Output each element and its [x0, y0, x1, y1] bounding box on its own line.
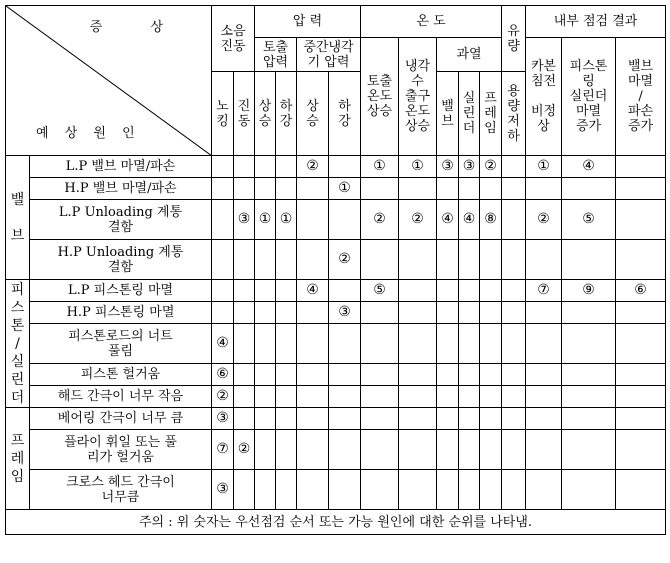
cause-cell: 해드 간극이 너무 작음 [30, 386, 212, 408]
group-label: 피 스 톤 / 실 린 더 [6, 280, 30, 408]
table-row [6, 386, 666, 408]
rank-cell [399, 386, 437, 408]
rank-cell [616, 324, 666, 364]
header-frame-sub: 프 레 임 [480, 72, 502, 156]
rank-cell [361, 470, 399, 510]
rank-cell [276, 178, 297, 200]
rank-cell [297, 324, 329, 364]
rank-cell: ⑦ [212, 430, 234, 470]
rank-cell [276, 364, 297, 386]
rank-cell [276, 280, 297, 302]
rank-cell [437, 470, 459, 510]
header-symptom: 증 상 [89, 20, 185, 35]
table-row [6, 178, 666, 200]
rank-cell [459, 408, 480, 430]
table-row [6, 408, 666, 430]
troubleshooting-table [5, 5, 666, 535]
header-temperature: 온 도 [361, 6, 502, 38]
rank-cell [480, 430, 502, 470]
rank-cell: ① [526, 156, 562, 178]
table-row [6, 470, 666, 510]
rank-cell [616, 470, 666, 510]
rank-cell [276, 470, 297, 510]
rank-cell [361, 240, 399, 280]
rank-cell [276, 408, 297, 430]
header-discharge-pressure: 토출 압력 [255, 38, 297, 72]
rank-cell [276, 156, 297, 178]
table-row [6, 200, 666, 240]
rank-cell [502, 408, 526, 430]
rank-cell [361, 302, 399, 324]
rank-cell [255, 430, 276, 470]
rank-cell: ⑦ [526, 280, 562, 302]
rank-cell [255, 470, 276, 510]
rank-cell [234, 386, 255, 408]
rank-cell [562, 240, 616, 280]
rank-cell [399, 178, 437, 200]
group-label: 밸 브 [6, 156, 30, 280]
cause-cell: L.P 피스톤링 마멸 [30, 280, 212, 302]
rank-cell [212, 280, 234, 302]
table-row [6, 364, 666, 386]
rank-cell: ① [361, 156, 399, 178]
cause-cell: 베어링 간극이 너무 큼 [30, 408, 212, 430]
rank-cell [459, 178, 480, 200]
rank-cell [329, 364, 361, 386]
rank-cell [329, 156, 361, 178]
rank-cell [480, 470, 502, 510]
rank-cell [480, 364, 502, 386]
rank-cell [361, 408, 399, 430]
rank-cell [212, 200, 234, 240]
rank-cell [255, 324, 276, 364]
rank-cell [297, 178, 329, 200]
rank-cell [437, 240, 459, 280]
header-discharge-temp: 토출 온도 상승 [361, 38, 399, 156]
cause-cell: H.P 밸브 마멸/파손 [30, 178, 212, 200]
rank-cell [562, 386, 616, 408]
rank-cell [526, 386, 562, 408]
rank-cell [437, 324, 459, 364]
rank-cell: ② [329, 240, 361, 280]
rank-cell [437, 302, 459, 324]
rank-cell [329, 324, 361, 364]
rank-cell [502, 364, 526, 386]
rank-cell [212, 178, 234, 200]
rank-cell [526, 324, 562, 364]
footnote: 주의 : 위 숫자는 우선점검 순서 또는 가능 원인에 대한 순위를 나타냄. [6, 510, 666, 535]
rank-cell: ③ [212, 470, 234, 510]
rank-cell [329, 200, 361, 240]
cause-cell: H.P Unloading 계통 결함 [30, 240, 212, 280]
rank-cell: ① [255, 200, 276, 240]
rank-cell [234, 280, 255, 302]
rank-cell [616, 430, 666, 470]
rank-cell: ② [234, 430, 255, 470]
rank-cell [361, 430, 399, 470]
rank-cell [234, 156, 255, 178]
table-row [6, 430, 666, 470]
rank-cell [297, 364, 329, 386]
rank-cell [459, 324, 480, 364]
rank-cell [399, 240, 437, 280]
rank-cell: ② [212, 386, 234, 408]
rank-cell [234, 408, 255, 430]
table-row [6, 324, 666, 364]
rank-cell [297, 408, 329, 430]
table-row [6, 156, 666, 178]
header-carbon: 카본 침전 비정 상 [526, 38, 562, 156]
rank-cell [399, 302, 437, 324]
rank-cell [459, 470, 480, 510]
rank-cell [297, 470, 329, 510]
rank-cell [616, 178, 666, 200]
rank-cell: ④ [562, 156, 616, 178]
header-knocking: 노 킹 [212, 72, 234, 156]
rank-cell [255, 364, 276, 386]
table-row [6, 302, 666, 324]
rank-cell: ⑨ [562, 280, 616, 302]
rank-cell [502, 302, 526, 324]
rank-cell [459, 302, 480, 324]
rank-cell: ① [329, 178, 361, 200]
rank-cell [562, 364, 616, 386]
rank-cell: ④ [459, 200, 480, 240]
header-noise-vibration: 소음 진동 [212, 6, 255, 72]
rank-cell [480, 386, 502, 408]
header-pressure: 압 력 [255, 6, 361, 38]
rank-cell [616, 302, 666, 324]
rank-cell [480, 302, 502, 324]
rank-cell: ② [361, 200, 399, 240]
rank-cell [276, 430, 297, 470]
rank-cell [616, 156, 666, 178]
header-ip-fall: 하 강 [329, 72, 361, 156]
rank-cell [437, 408, 459, 430]
rank-cell [502, 240, 526, 280]
rank-cell [502, 200, 526, 240]
rank-cell [361, 386, 399, 408]
header-piston-ring: 피스톤 링 실린더 마멸 증가 [562, 38, 616, 156]
rank-cell [459, 280, 480, 302]
header-vibration: 진 동 [234, 72, 255, 156]
rank-cell [502, 178, 526, 200]
rank-cell [255, 240, 276, 280]
rank-cell [255, 280, 276, 302]
rank-cell: ③ [329, 302, 361, 324]
rank-cell: ④ [212, 324, 234, 364]
rank-cell [329, 408, 361, 430]
rank-cell [276, 240, 297, 280]
rank-cell: ⑧ [480, 200, 502, 240]
rank-cell [616, 364, 666, 386]
rank-cell: ③ [459, 156, 480, 178]
rank-cell [399, 280, 437, 302]
cause-cell: 크로스 헤드 간극이 너무큼 [30, 470, 212, 510]
rank-cell [562, 302, 616, 324]
rank-cell [459, 386, 480, 408]
cause-cell: 플라이 휘일 또는 풀 리가 헐거움 [30, 430, 212, 470]
rank-cell [437, 430, 459, 470]
rank-cell [616, 408, 666, 430]
rank-cell [480, 240, 502, 280]
cause-cell: L.P Unloading 계통 결함 [30, 200, 212, 240]
rank-cell [480, 408, 502, 430]
rank-cell [399, 430, 437, 470]
rank-cell [329, 470, 361, 510]
rank-cell [526, 408, 562, 430]
rank-cell: ② [480, 156, 502, 178]
rank-cell [502, 470, 526, 510]
rank-cell [212, 156, 234, 178]
rank-cell [459, 240, 480, 280]
rank-cell [399, 408, 437, 430]
rank-cell [234, 240, 255, 280]
rank-cell [399, 324, 437, 364]
rank-cell: ④ [437, 200, 459, 240]
rank-cell: ⑥ [212, 364, 234, 386]
header-cause: 예 상 원 인 [36, 126, 141, 141]
rank-cell [562, 178, 616, 200]
header-overheat: 과열 [437, 38, 502, 72]
rank-cell [329, 386, 361, 408]
rank-cell [502, 386, 526, 408]
header-coolant: 냉각 수 출구 온도 상승 [399, 38, 437, 156]
header-valve-wear: 밸브 마멸 / 파손 증가 [616, 38, 666, 156]
rank-cell [502, 324, 526, 364]
rank-cell: ④ [297, 280, 329, 302]
rank-cell: ① [399, 156, 437, 178]
rank-cell [255, 302, 276, 324]
rank-cell [526, 178, 562, 200]
rank-cell [616, 240, 666, 280]
header-dp-fall: 하 강 [276, 72, 297, 156]
rank-cell [276, 386, 297, 408]
rank-cell: ③ [234, 200, 255, 240]
rank-cell [616, 200, 666, 240]
rank-cell [297, 302, 329, 324]
rank-cell [255, 386, 276, 408]
rank-cell [562, 324, 616, 364]
rank-cell: ② [526, 200, 562, 240]
rank-cell [459, 364, 480, 386]
header-intercooler-pressure: 중간냉각 기 압력 [297, 38, 361, 72]
rank-cell [480, 280, 502, 302]
rank-cell: ② [399, 200, 437, 240]
rank-cell: ⑤ [361, 280, 399, 302]
rank-cell [437, 364, 459, 386]
group-label: 프 레 임 [6, 408, 30, 510]
header-oil: 유량 [502, 6, 526, 72]
rank-cell [480, 324, 502, 364]
rank-cell [234, 470, 255, 510]
rank-cell [234, 324, 255, 364]
rank-cell [526, 302, 562, 324]
rank-cell: ③ [437, 156, 459, 178]
table-row [6, 280, 666, 302]
rank-cell [502, 280, 526, 302]
rank-cell [437, 178, 459, 200]
rank-cell [502, 156, 526, 178]
rank-cell [361, 364, 399, 386]
header-valve-sub: 밸 브 [437, 72, 459, 156]
cause-cell: 피스톤 헐거움 [30, 364, 212, 386]
table-row [6, 240, 666, 280]
rank-cell [616, 386, 666, 408]
rank-cell [276, 324, 297, 364]
rank-cell [399, 364, 437, 386]
rank-cell [276, 302, 297, 324]
rank-cell [297, 240, 329, 280]
header-cylinder-sub: 실 린 더 [459, 72, 480, 156]
rank-cell: ⑥ [616, 280, 666, 302]
rank-cell: ③ [212, 408, 234, 430]
rank-cell [297, 200, 329, 240]
rank-cell [562, 470, 616, 510]
rank-cell [329, 430, 361, 470]
header-dp-rise: 상 승 [255, 72, 276, 156]
rank-cell [437, 386, 459, 408]
rank-cell [562, 430, 616, 470]
rank-cell [526, 364, 562, 386]
rank-cell [212, 302, 234, 324]
rank-cell [234, 302, 255, 324]
rank-cell [234, 178, 255, 200]
rank-cell: ⑤ [562, 200, 616, 240]
rank-cell [459, 430, 480, 470]
rank-cell [437, 280, 459, 302]
rank-cell [502, 430, 526, 470]
rank-cell [526, 470, 562, 510]
rank-cell [480, 178, 502, 200]
rank-cell [255, 178, 276, 200]
rank-cell [212, 240, 234, 280]
cause-cell: H.P 피스톤링 마멸 [30, 302, 212, 324]
rank-cell [526, 240, 562, 280]
rank-cell [329, 280, 361, 302]
header-diagonal-cell [6, 6, 212, 156]
rank-cell [361, 324, 399, 364]
rank-cell [399, 470, 437, 510]
rank-cell [255, 408, 276, 430]
rank-cell [234, 364, 255, 386]
rank-cell: ② [297, 156, 329, 178]
rank-cell: ① [276, 200, 297, 240]
rank-cell [255, 156, 276, 178]
rank-cell [361, 178, 399, 200]
rank-cell [562, 408, 616, 430]
rank-cell [526, 430, 562, 470]
rank-cell [297, 430, 329, 470]
cause-cell: L.P 밸브 마멸/파손 [30, 156, 212, 178]
rank-cell [297, 386, 329, 408]
header-ip-rise: 상 승 [297, 72, 329, 156]
header-oil-low: 용 량 저 하 [502, 72, 526, 156]
cause-cell: 피스톤로드의 너트 풀림 [30, 324, 212, 364]
header-inspection: 내부 점검 결과 [526, 6, 666, 38]
